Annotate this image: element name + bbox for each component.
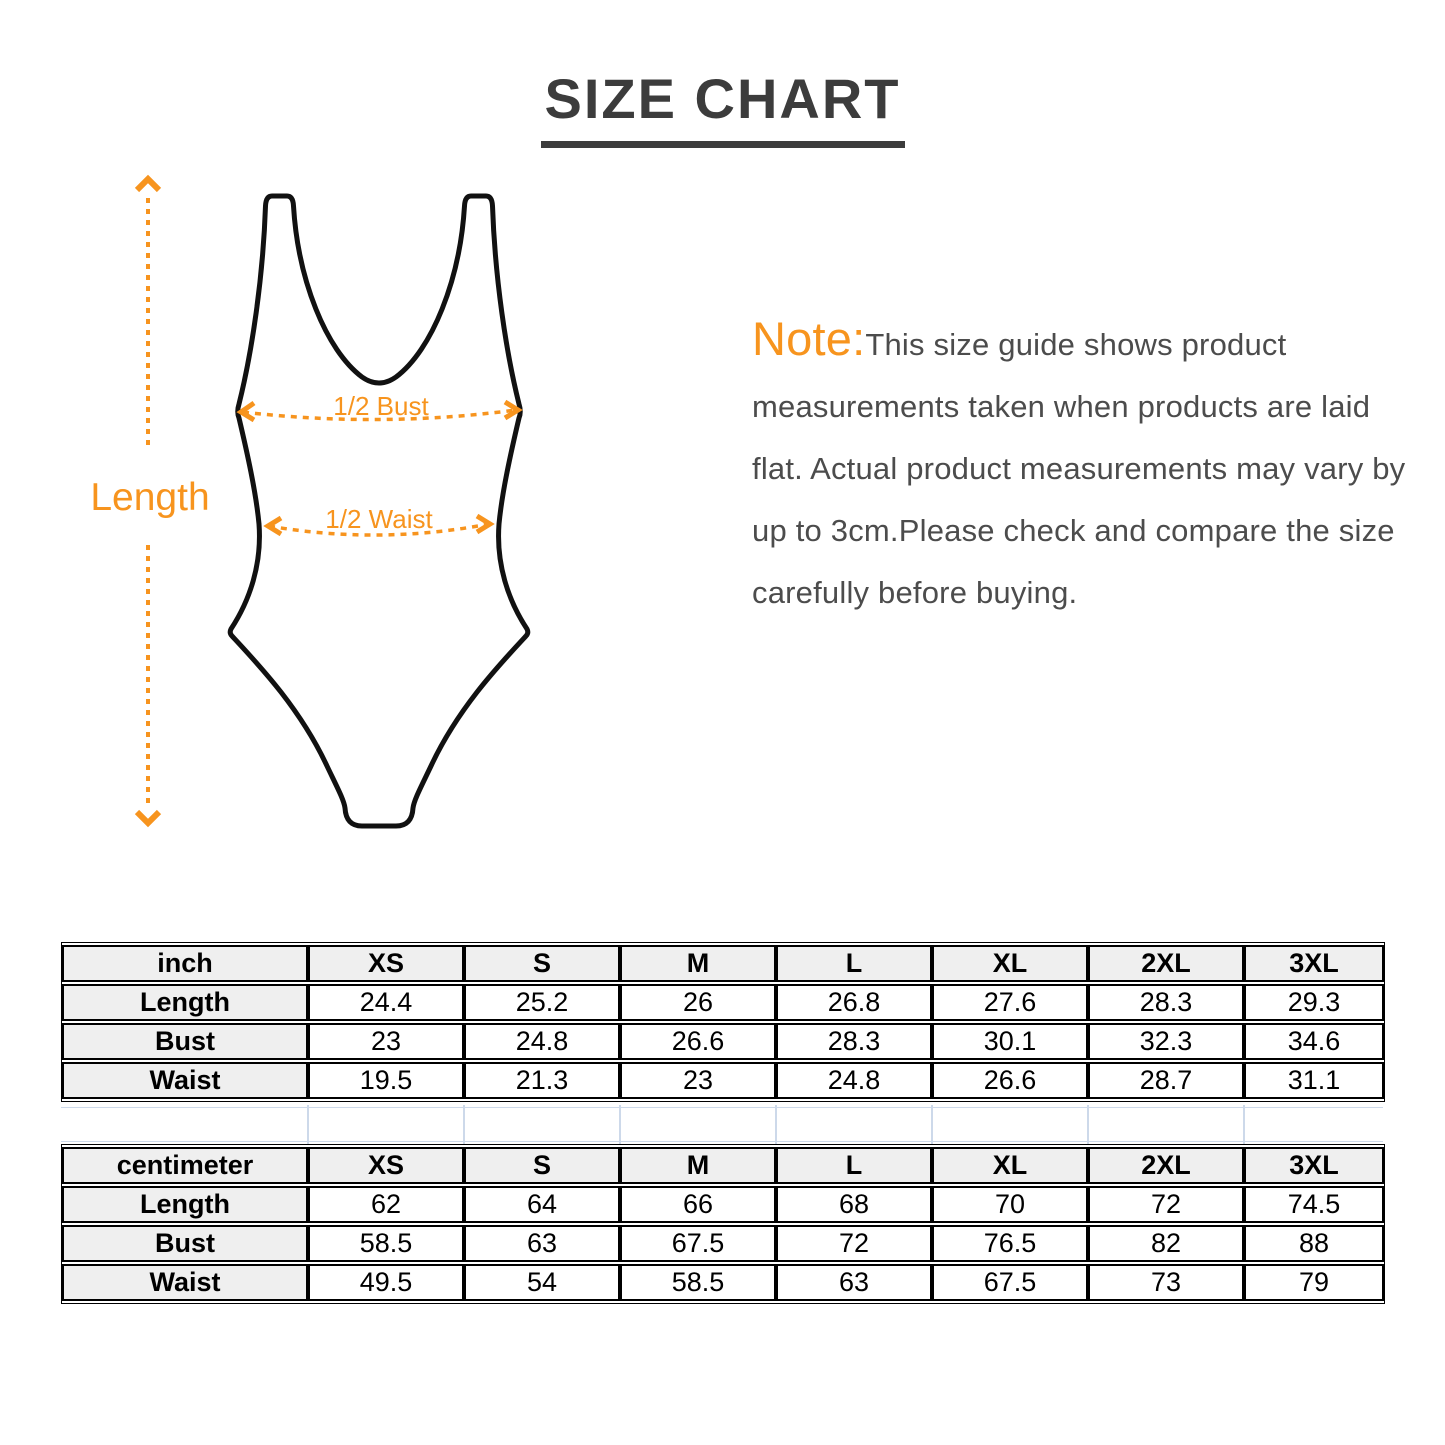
note-text: This size guide shows product measurements taken when products are laid flat. Actual product measurements may vary by up to 3cm.Please check and compare the size carefully before buying.	[752, 327, 1406, 610]
value-cell: 74.5	[1244, 1186, 1384, 1223]
table-row	[62, 1264, 1384, 1301]
value-cell: 23	[308, 1023, 464, 1060]
row-label: Waist	[62, 1264, 308, 1301]
value-cell: 34.6	[1244, 1023, 1384, 1060]
value-cell: 24.8	[464, 1023, 620, 1060]
value-cell: 68	[776, 1186, 932, 1223]
row-label: Length	[62, 984, 308, 1021]
size-header: M	[620, 945, 776, 982]
size-header: S	[464, 1147, 620, 1184]
value-cell: 49.5	[308, 1264, 464, 1301]
value-cell: 79	[1244, 1264, 1384, 1301]
value-cell: 24.8	[776, 1062, 932, 1099]
unit-cell: inch	[62, 945, 308, 982]
value-cell: 76.5	[932, 1225, 1088, 1262]
size-header: L	[776, 945, 932, 982]
size-header: XL	[932, 945, 1088, 982]
size-header: 2XL	[1088, 1147, 1244, 1184]
table-header-row	[62, 1147, 1384, 1184]
row-label: Bust	[62, 1023, 308, 1060]
size-header: XS	[308, 945, 464, 982]
table-row	[62, 1186, 1384, 1223]
value-cell: 31.1	[1244, 1062, 1384, 1099]
value-cell: 67.5	[620, 1225, 776, 1262]
inch-size-table	[61, 942, 1385, 1102]
value-cell: 63	[464, 1225, 620, 1262]
note-paragraph	[752, 308, 1412, 624]
row-label: Bust	[62, 1225, 308, 1262]
value-cell: 58.5	[308, 1225, 464, 1262]
table-row	[62, 1023, 1384, 1060]
value-cell: 26	[620, 984, 776, 1021]
value-cell: 26.6	[620, 1023, 776, 1060]
size-header: XL	[932, 1147, 1088, 1184]
spreadsheet-gridlines	[61, 1105, 1383, 1145]
bust-label: 1/2 Bust	[333, 391, 429, 421]
length-label: Length	[90, 476, 210, 519]
size-header: L	[776, 1147, 932, 1184]
value-cell: 62	[308, 1186, 464, 1223]
value-cell: 21.3	[464, 1062, 620, 1099]
value-cell: 64	[464, 1186, 620, 1223]
value-cell: 73	[1088, 1264, 1244, 1301]
size-header: XS	[308, 1147, 464, 1184]
size-header: S	[464, 945, 620, 982]
value-cell: 26.6	[932, 1062, 1088, 1099]
value-cell: 28.7	[1088, 1062, 1244, 1099]
size-header: M	[620, 1147, 776, 1184]
value-cell: 25.2	[464, 984, 620, 1021]
value-cell: 67.5	[932, 1264, 1088, 1301]
value-cell: 54	[464, 1264, 620, 1301]
note-prefix: Note:	[752, 312, 866, 365]
row-label: Waist	[62, 1062, 308, 1099]
value-cell: 32.3	[1088, 1023, 1244, 1060]
table-row	[62, 984, 1384, 1021]
page-title: SIZE CHART	[541, 66, 905, 148]
value-cell: 24.4	[308, 984, 464, 1021]
value-cell: 70	[932, 1186, 1088, 1223]
size-header: 2XL	[1088, 945, 1244, 982]
size-header: 3XL	[1244, 1147, 1384, 1184]
value-cell: 63	[776, 1264, 932, 1301]
centimeter-size-table	[61, 1144, 1385, 1304]
value-cell: 23	[620, 1062, 776, 1099]
size-header: 3XL	[1244, 945, 1384, 982]
value-cell: 72	[776, 1225, 932, 1262]
value-cell: 72	[1088, 1186, 1244, 1223]
value-cell: 19.5	[308, 1062, 464, 1099]
value-cell: 28.3	[776, 1023, 932, 1060]
value-cell: 26.8	[776, 984, 932, 1021]
value-cell: 66	[620, 1186, 776, 1223]
table-header-row	[62, 945, 1384, 982]
value-cell: 27.6	[932, 984, 1088, 1021]
table-row	[62, 1225, 1384, 1262]
value-cell: 29.3	[1244, 984, 1384, 1021]
value-cell: 82	[1088, 1225, 1244, 1262]
value-cell: 30.1	[932, 1023, 1088, 1060]
value-cell: 88	[1244, 1225, 1384, 1262]
value-cell: 28.3	[1088, 984, 1244, 1021]
table-row	[62, 1062, 1384, 1099]
value-cell: 58.5	[620, 1264, 776, 1301]
waist-label: 1/2 Waist	[325, 504, 433, 534]
row-label: Length	[62, 1186, 308, 1223]
unit-cell: centimeter	[62, 1147, 308, 1184]
